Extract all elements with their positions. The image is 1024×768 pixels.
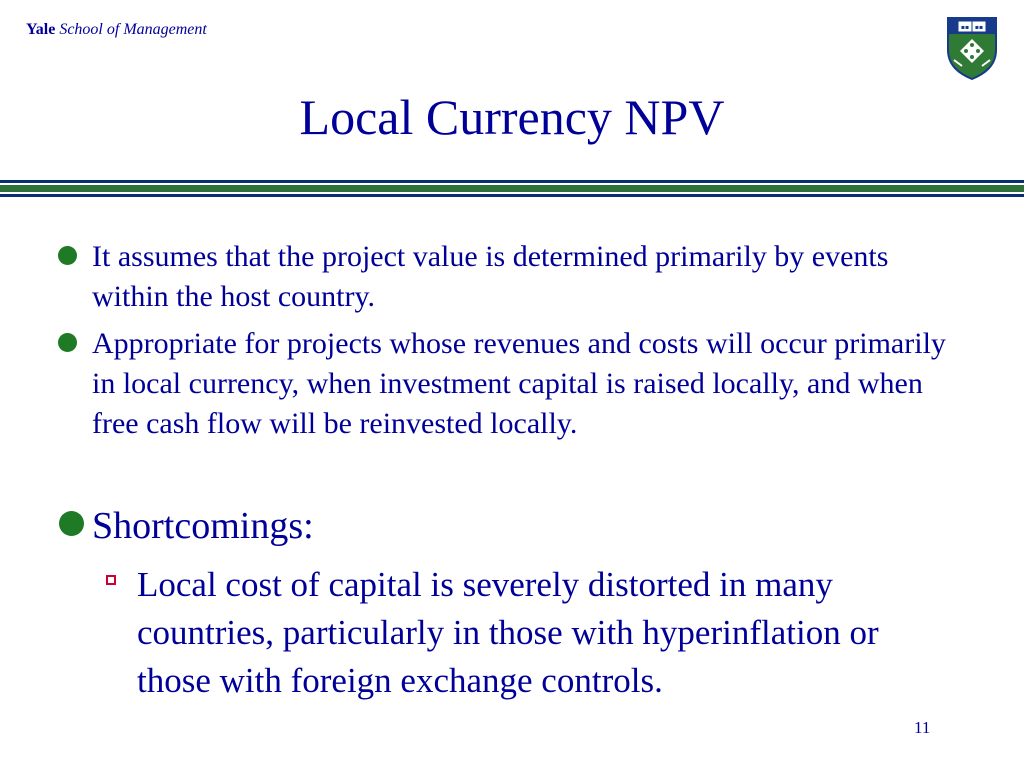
bullet-text-1: It assumes that the project value is determined primarily by events within the host country. [92, 240, 889, 313]
bullet-text-2: Appropriate for projects whose revenues and costs will occur primarily in local currency, when investment capital is raised locally, and when free cash flow will be reinvested locally. [92, 327, 946, 440]
brand-school: School of Management [59, 21, 207, 38]
page-number: 11 [914, 718, 931, 737]
sub-bullet-text: Local cost of capital is severely distorted in many countries, particularly in those with hyperinflation or those with foreign exchange controls. [137, 565, 879, 700]
bullet-dot-1 [58, 246, 77, 265]
sub-bullet-marker [106, 575, 116, 585]
svg-text:▪▪: ▪▪ [960, 24, 970, 31]
heading-bullet: Shortcomings: [92, 505, 314, 547]
brand-yale: Yale [26, 21, 56, 38]
bullet-dot-2 [58, 333, 77, 352]
slide-title: Local Currency NPV [299, 89, 725, 145]
bullet-dot-3 [59, 511, 84, 536]
svg-text:▪▪: ▪▪ [974, 24, 984, 31]
